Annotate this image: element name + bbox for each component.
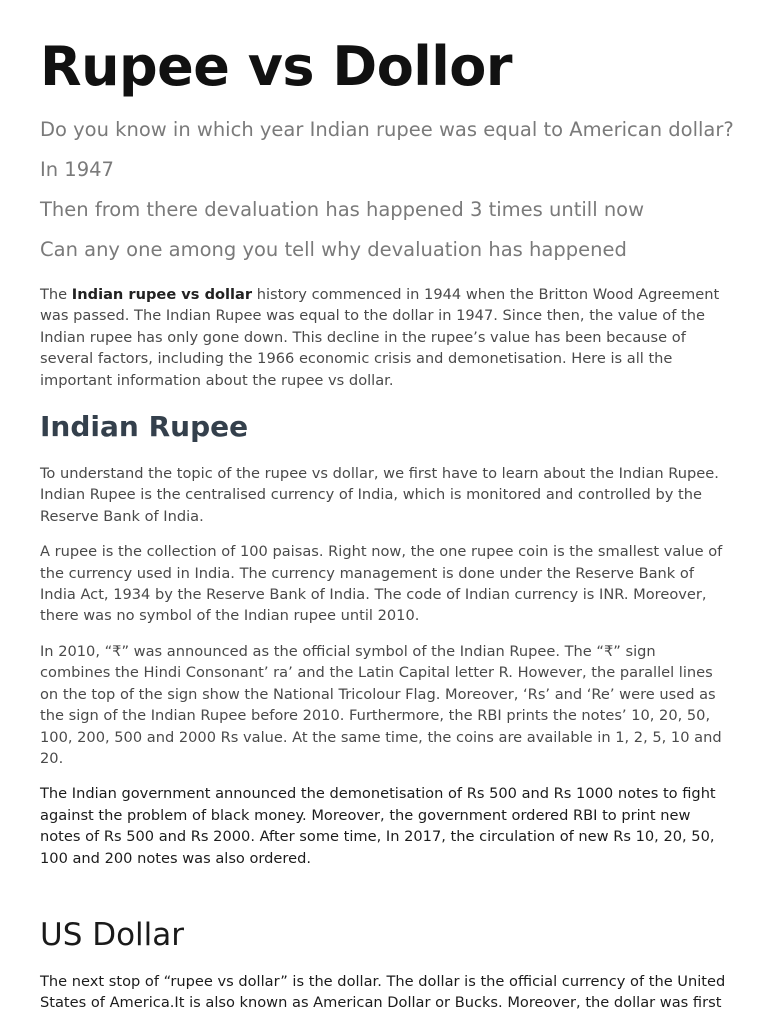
rupee-paragraph: In 2010, “₹” was announced as the official symbol of the Indian Rupee. The “₹” sign combines the Hindi Consonant’ ra’ and the Latin Capital letter R. However, the parallel lines on the top of the sign show the National Tricolour Flag. Moreover, ‘Rs’ and ‘Re’ were used as the sign of the Indian Rupee before 2010. Furthermore, the RBI prints the notes’ 10, 20, 50, 100, 200, 500 and 2000 Rs value. At the same time, the coins are available in 1, 2, 5, 10 and 20. xyxy=(40,642,722,767)
section-heading-indian-rupee: Indian Rupee xyxy=(40,410,249,444)
intro-lead: The xyxy=(40,286,72,303)
why-line: Can any one among you tell why devaluation has happened xyxy=(40,238,627,261)
rupee-paragraph: To understand the topic of the rupee vs dollar, we first have to learn about the Indian Rupee. Indian Rupee is the centralised currency of India, which is monitored and controlled by the Reserve Bank of India. xyxy=(40,465,719,525)
intro-rest: history commenced in 1944 when the Britton Wood Agreement was passed. The Indian Rupee was equal to the dollar in 1947. Since then, the value of the Indian rupee has only gone down. This decline in the rupee’s value has been because of several factors, including the 1966 economic crisis and demonetisation. Here is all the important information about the rupee vs dollar. xyxy=(40,286,720,389)
devaluation-line: Then from there devaluation has happened 3 times untill now xyxy=(40,198,645,221)
section-heading-us-dollar: US Dollar xyxy=(40,916,185,953)
intro-keyword: Indian rupee vs dollar xyxy=(71,286,253,303)
answer-line: In 1947 xyxy=(40,158,114,181)
question-list xyxy=(40,110,734,270)
dollar-paragraph: The next stop of “rupee vs dollar” is the dollar. The dollar is the official currency of the United States of America.It is also known as American Dollar or Bucks. Moreover, the dollar was first xyxy=(40,972,726,1012)
rupee-paragraph: The Indian government announced the demonetisation of Rs 500 and Rs 1000 notes to fight against the problem of black money. Moreover, the government ordered RBI to print new notes of Rs 500 and Rs 2000. After some time, In 2017, the circulation of new Rs 10, 20, 50, 100 and 200 notes was also ordered. xyxy=(40,785,716,867)
page-title: Rupee vs Dollor xyxy=(40,35,513,98)
question-line: Do you know in which year Indian rupee was equal to American dollar? xyxy=(40,118,734,141)
intro-paragraph xyxy=(40,284,728,391)
rupee-paragraph: A rupee is the collection of 100 paisas. Right now, the one rupee coin is the smallest value of the currency used in India. The currency management is done under the Reserve Bank of India Act, 1934 by the Reserve Bank of India. The code of Indian currency is INR. Moreover, there was no symbol of the Indian rupee until 2010. xyxy=(40,543,723,625)
